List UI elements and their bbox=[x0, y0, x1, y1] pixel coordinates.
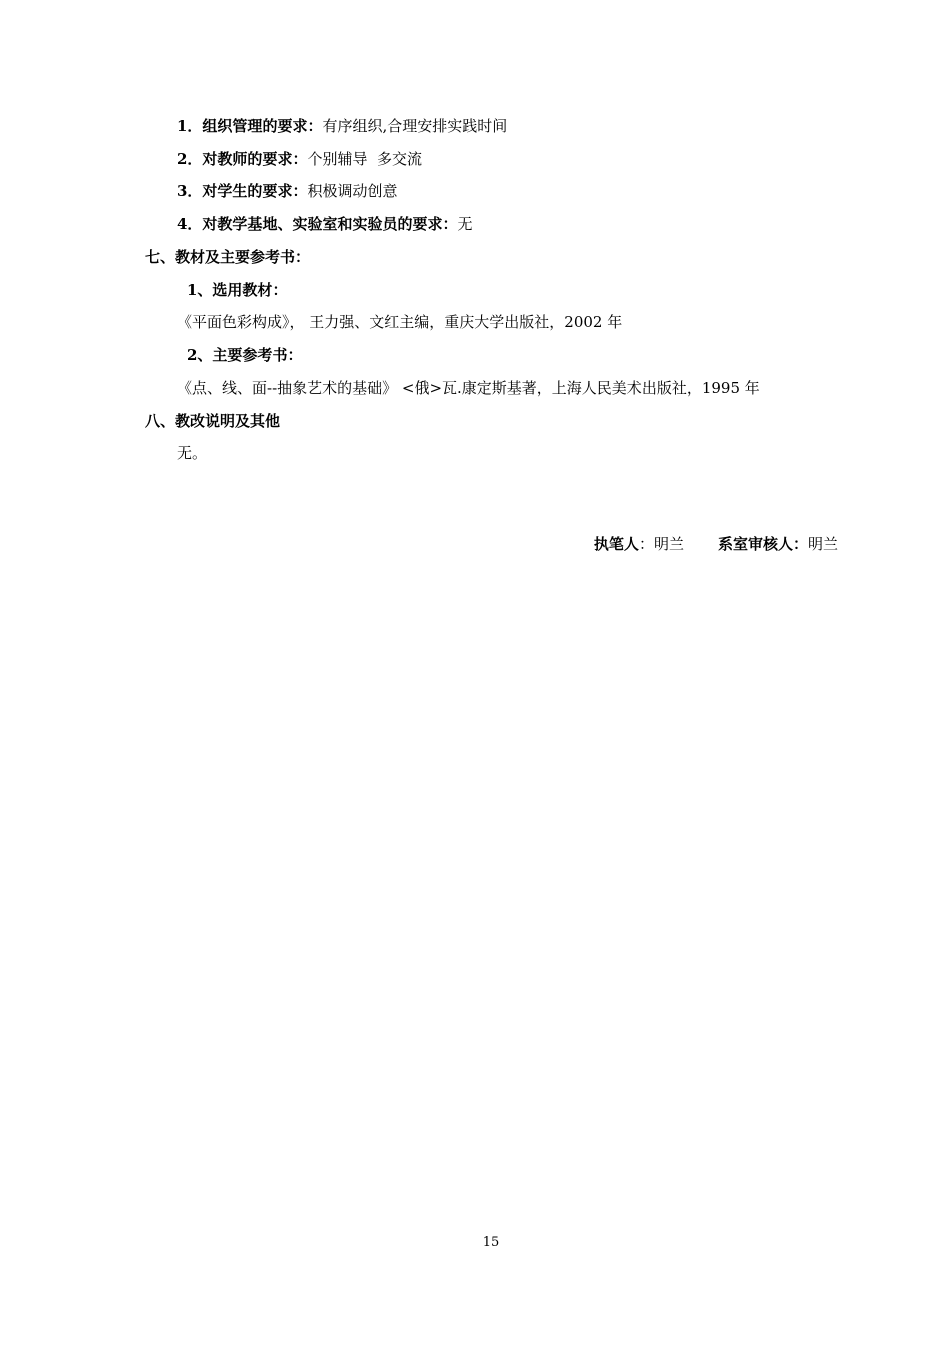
requirement-student bbox=[177, 181, 397, 201]
requirement-value: 个别辅导 多交流 bbox=[307, 150, 422, 168]
requirement-value: 积极调动创意 bbox=[307, 182, 398, 200]
subheading-textbook: 1、选用教材： bbox=[187, 281, 288, 299]
textbook-entry: 《平面色彩构成》， 王力强、文红主编，重庆大学出版社，2002 年 bbox=[177, 313, 623, 331]
section-heading-textbooks: 七、教材及主要参考书： bbox=[145, 248, 311, 266]
subheading-reference: 2、主要参考书： bbox=[187, 346, 303, 364]
requirement-label: 3．对学生的要求： bbox=[177, 182, 308, 200]
requirement-label: 2．对教师的要求： bbox=[177, 150, 308, 168]
requirement-label: 1．组织管理的要求： bbox=[177, 117, 323, 135]
requirement-organization bbox=[177, 116, 507, 136]
requirement-value: 无 bbox=[457, 215, 473, 233]
page-number: 15 bbox=[482, 1235, 500, 1250]
requirement-value: 有序组织,合理安排实践时间 bbox=[322, 117, 508, 135]
author-colon: ： bbox=[638, 535, 654, 553]
section-heading-reform: 八、教改说明及其他 bbox=[145, 412, 281, 430]
reform-content: 无。 bbox=[177, 444, 208, 462]
requirement-label: 4．对教学基地、实验室和实验员的要求： bbox=[177, 215, 458, 233]
signature-line bbox=[594, 534, 838, 554]
requirement-base-lab bbox=[177, 214, 472, 234]
reviewer-label: 系室审核人： bbox=[717, 535, 808, 553]
author-label: 执笔人 bbox=[593, 535, 639, 553]
reviewer-name: 明兰 bbox=[807, 535, 838, 553]
author-name: 明兰 bbox=[653, 535, 684, 553]
reference-entry: 《点、线、面--抽象艺术的基础》 <俄>瓦.康定斯基著，上海人民美术出版社，1995 年 bbox=[177, 379, 760, 397]
requirement-teacher bbox=[177, 149, 422, 169]
